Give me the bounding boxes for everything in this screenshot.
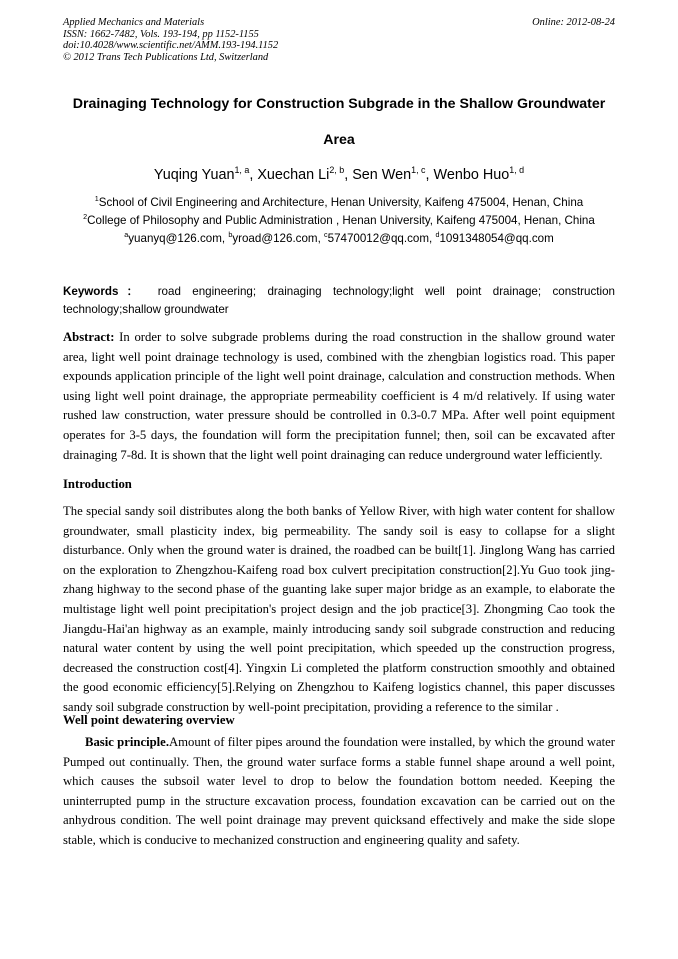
issn-line: ISSN: 1662-7482, Vols. 193-194, pp 1152-1155 [63,28,259,40]
affiliations [63,194,615,248]
online-date: Online: 2012-08-24 [532,17,615,28]
author: Xuechan Li$^{2, b}$ [257,165,345,183]
section-heading-introduction: Introduction [63,477,132,491]
keywords [63,283,615,319]
email[interactable]: $^b$yroad@126.com [228,230,318,245]
author: Wenbo Huo$^{1, d}$ [433,165,525,183]
section-heading-well-point: Well point dewatering overview [63,713,235,727]
email[interactable]: $^d$1091348054@qq.com [435,230,554,245]
keywords-text: road engineering; drainaging technology;light well point drainage; construction technology;shallow groundwater [63,285,615,316]
abstract-text: In order to solve subgrade problems during the road construction in the shallow ground water area, light well point drainage technology is used, combined with the zhengbian logistics road. This paper expounds application principle of the light well point drainage, calculation and construction methods. When using light well point drainage, the appropriate permeability coefficient is 4 m/d relatively. If using water rushed law construction, water pressure should be controlled in 0.3-0.7 MPa. After well point equipment operates for 3-5 days, the foundation will form the precipitation funnel; then, soil can be excavated after drainaging 7-8d. It is shown that the light well point drainaging can reduce underground water lefficiently. [63,330,615,462]
author: Yuqing Yuan$^{1, a}$ [153,165,250,183]
publication-header [63,17,278,63]
paper-title: Drainaging Technology for Construction Subgrade in the Shallow Groundwater Area [72,96,606,148]
doi-line: doi:10.4028/www.scientific.net/AMM.193-194.1152 [63,40,279,52]
email[interactable]: $^a$yuanyq@126.com [124,230,222,245]
basic-principle-text: Amount of filter pipes around the foundation were installed, by which the ground water Pumped out continually. Then, the ground water surface forms a stable funnel shape around a well point, which causes the subsoil water level to drop to below the foundation bottom needed. Keeping the uninterrupted pump in the structure excavation process, foundation excavation can be carried out on the anhydrous condition. The well point drainage may prevent quicksand effectively and make the side slope stable, which is conducive to mechanized construction and engineering quality and safety. [63,735,616,847]
keywords-separator: ： [118,285,147,298]
basic-principle-paragraph [63,733,615,851]
copyright-line: © 2012 Trans Tech Publications Ltd, Switzerland [63,51,269,63]
email-list: $^a$yuanyq@126.com, $^b$yroad@126.com, $^c$57470012@qq.com, $^d$1091348054@qq.com [124,230,554,245]
abstract [63,328,615,465]
affiliation: $^1$School of Civil Engineering and Architecture, Henan University, Kaifeng 475004, Henan, China [94,194,584,209]
author-list: Yuqing Yuan$^{1, a}$, Xuechan Li$^{2, b}$, Sen Wen$^{1, c}$, Wenbo Huo$^{1, d}$ [153,165,525,183]
affiliation: $^2$College of Philosophy and Public Administration , Henan University, Kaifeng 475004, Henan, China [83,212,595,227]
keywords-label: Keywords [63,285,119,298]
introduction-paragraph: The special sandy soil distributes along the both banks of Yellow River, with high water content for shallow groundwater, small plasticity index, big permeability. The sandy soil is easy to collapse for a slight disturbance. Only when the ground water is drained, the roadbed can be built[1]. Jinglong Wang has carried on the exploration to Zhengzhou-Kaifeng road box culvert precipitation construction[2].Yu Guo took jing-zhang highway to the second phase of the guanting lake super major bridge as an example, to elaborate the multistage light well point precipitation's project design and the job practice[3]. Zhongming Cao took the Jiangdu-Hai'an highway as an example, mainly introducing sandy soil subgrade construction and reducing natural water content by using the well point precipitation, which speeded up the construction progress, decreased the construction cost[4]. Yingxin Li completed the platform construction smoothly and obtained the good economic efficiency[5].Relying on Zhengzhou to Kaifeng logistics channel, this paper discusses sandy soil subgrade construction by well-point precipitation, providing a reference to the similar . [63,504,615,714]
abstract-label: Abstract: [63,330,115,344]
email[interactable]: $^c$57470012@qq.com [324,230,429,245]
journal-name: Applied Mechanics and Materials [63,17,205,28]
basic-principle-label: Basic principle. [85,735,169,749]
author: Sen Wen$^{1, c}$ [352,165,426,183]
